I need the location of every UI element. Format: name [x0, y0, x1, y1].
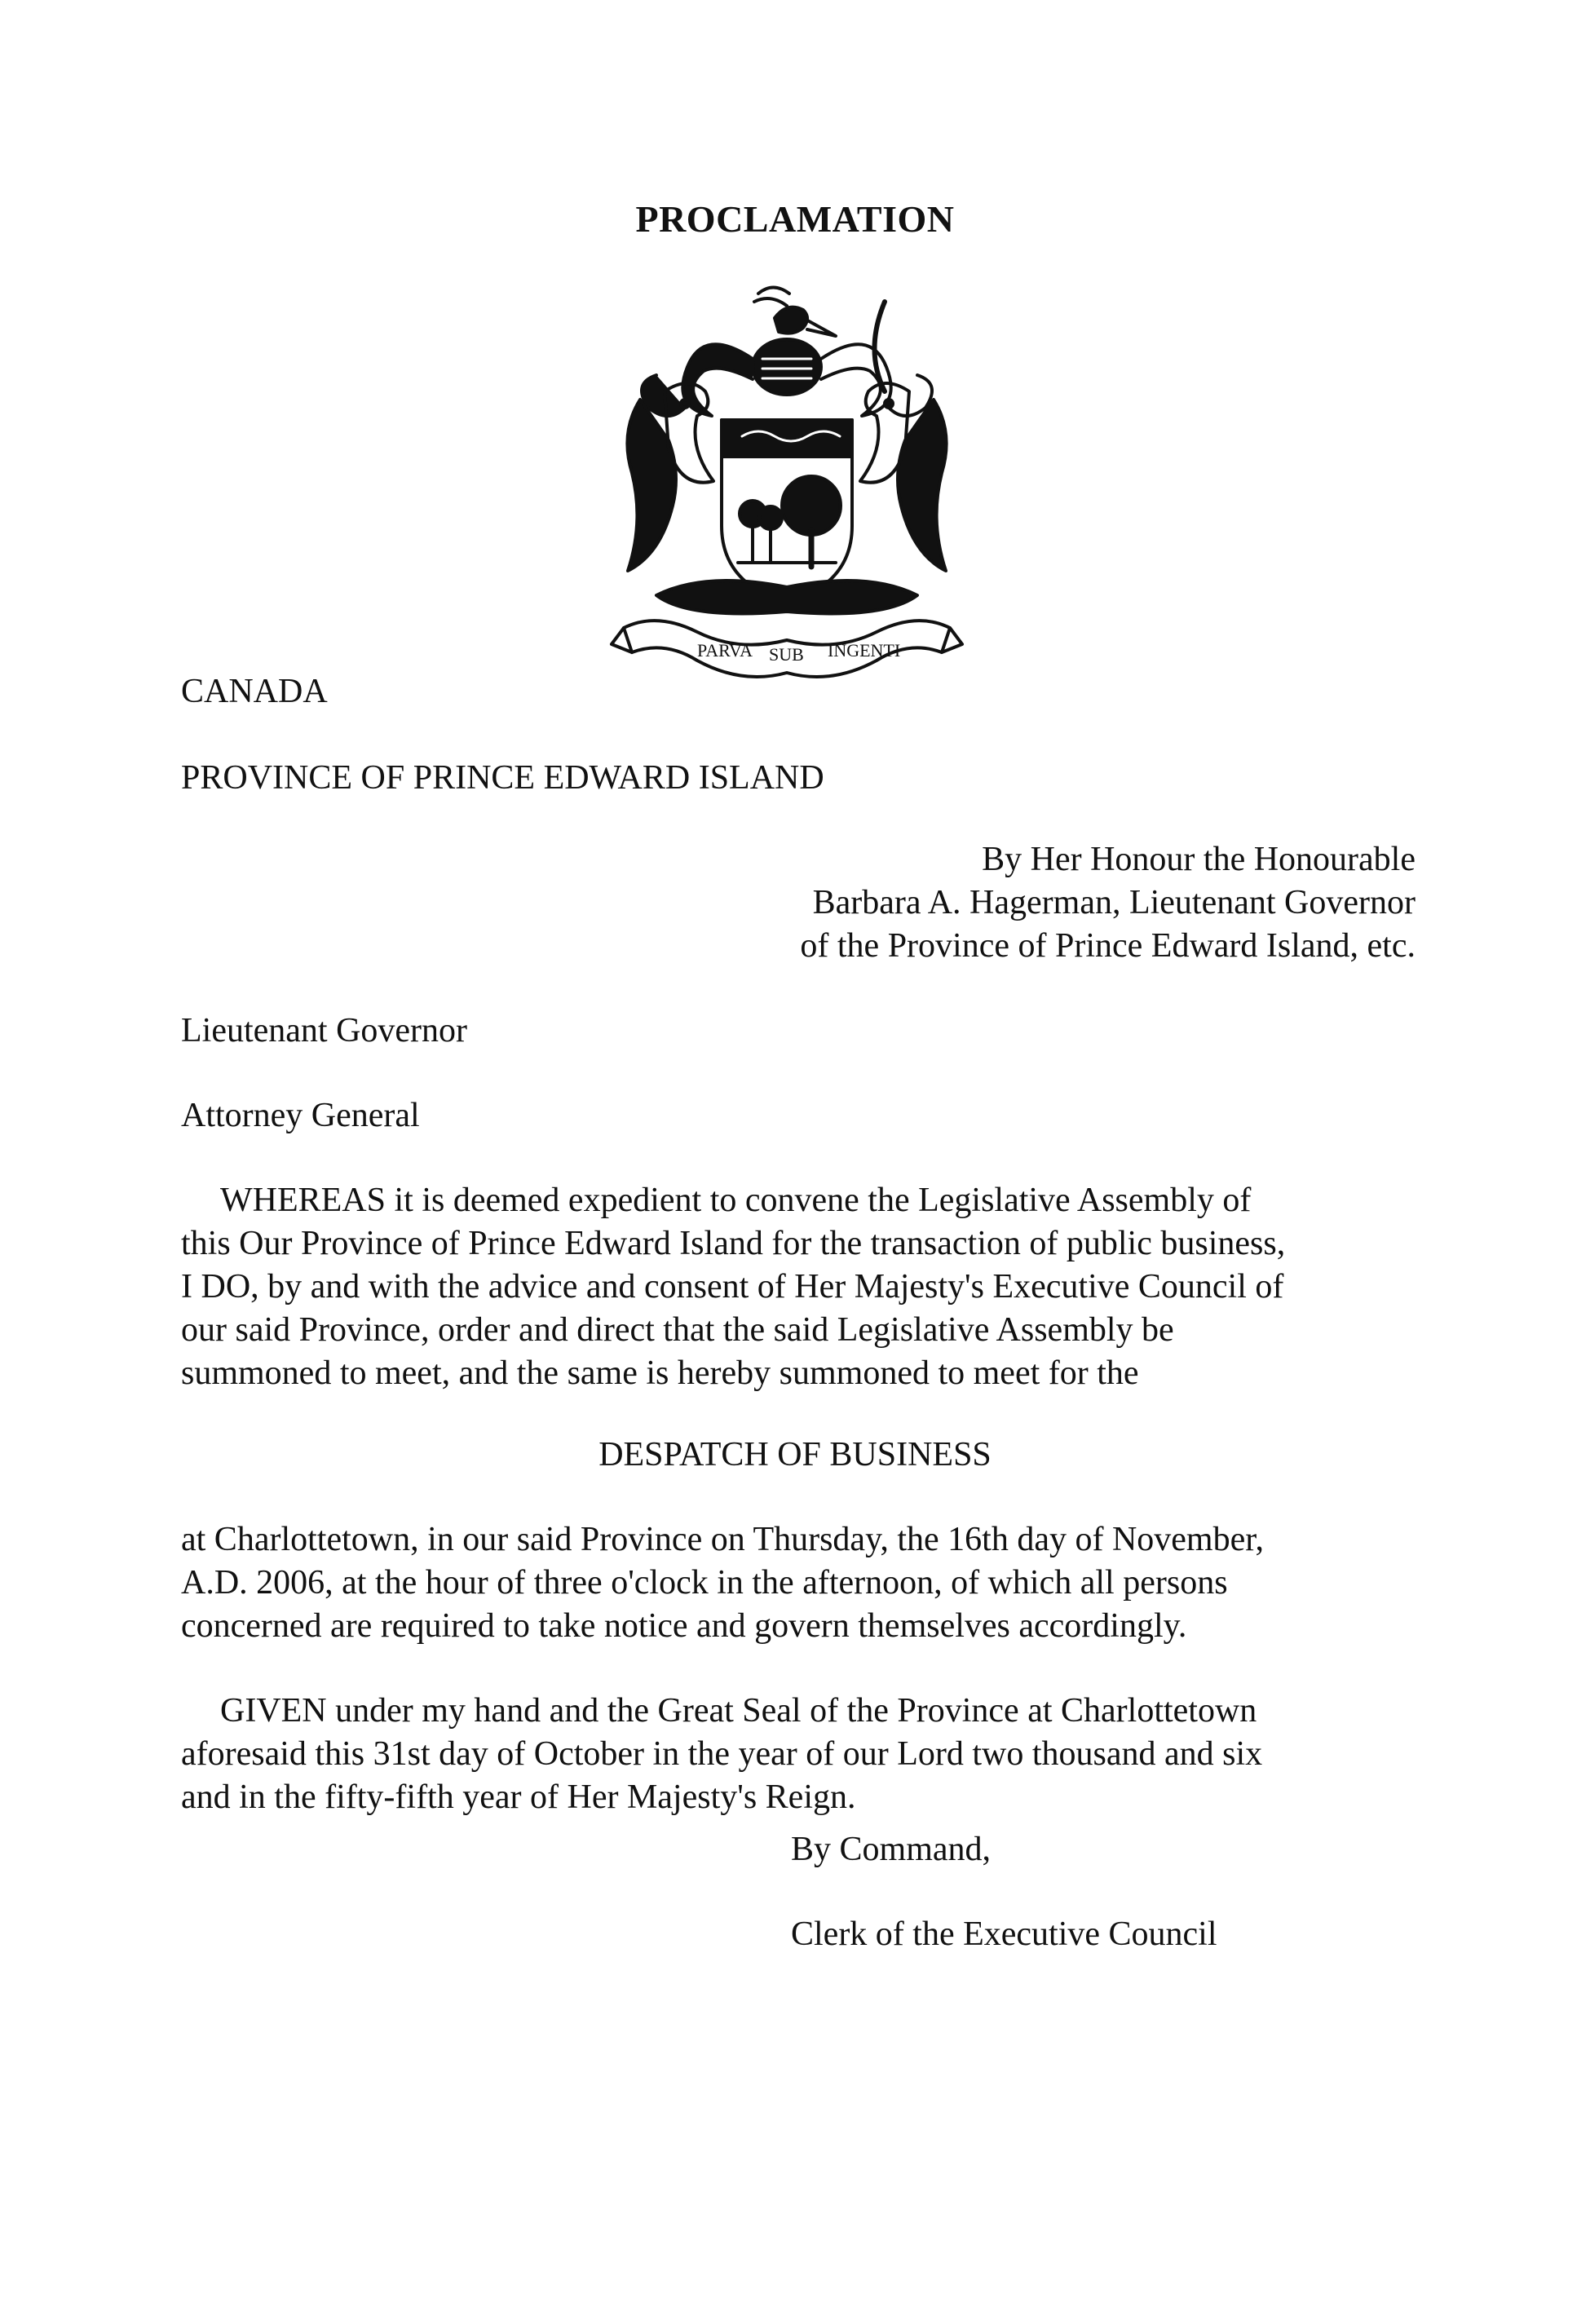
paragraph-line: summoned to meet, and the same is hereby summoned to meet for the — [181, 1354, 1139, 1392]
authority-line: of the Province of Prince Edward Island, etc. — [800, 927, 1416, 965]
paragraph-line: A.D. 2006, at the hour of three o'clock in the afternoon, of which all persons — [181, 1564, 1228, 1602]
lieutenant-governor-label: Lieutenant Governor — [181, 1012, 468, 1049]
coat-of-arms-icon — [607, 269, 966, 693]
given-paragraph — [181, 1690, 1420, 1819]
authority-line: Barbara A. Hagerman, Lieutenant Governor — [812, 884, 1416, 921]
paragraph-line: I DO, by and with the advice and consent of Her Majesty's Executive Council of — [181, 1268, 1284, 1306]
motto-word-1: PARVA — [697, 640, 753, 661]
despatch-heading: DESPATCH OF BUSINESS — [598, 1436, 992, 1473]
paragraph-line: this Our Province of Prince Edward Island for the transaction of public business, — [181, 1225, 1286, 1262]
paragraph-line: concerned are required to take notice and govern themselves accordingly. — [181, 1607, 1187, 1645]
clerk-label: Clerk of the Executive Council — [791, 1915, 1217, 1953]
paragraph-line: our said Province, order and direct that the said Legislative Assembly be — [181, 1311, 1174, 1349]
paragraph-line: at Charlottetown, in our said Province on Thursday, the 16th day of November, — [181, 1521, 1265, 1558]
paragraph-line: WHEREAS it is deemed expedient to convene the Legislative Assembly of — [220, 1182, 1252, 1219]
country-label: CANADA — [181, 673, 328, 710]
whereas-paragraph — [181, 1179, 1420, 1395]
authority-line: By Her Honour the Honourable — [982, 841, 1416, 878]
by-command-label: By Command, — [791, 1831, 992, 1868]
document-title: PROCLAMATION — [635, 198, 955, 240]
authority-block — [800, 838, 1416, 968]
motto-word-3: INGENTI — [828, 640, 901, 661]
province-label: PROVINCE OF PRINCE EDWARD ISLAND — [181, 759, 824, 797]
motto-word-2: SUB — [769, 644, 804, 665]
paragraph-line: and in the fifty-fifth year of Her Majesty's Reign. — [181, 1778, 856, 1816]
location-paragraph — [181, 1518, 1420, 1648]
paragraph-line: aforesaid this 31st day of October in the year of our Lord two thousand and six — [181, 1735, 1263, 1773]
paragraph-line: GIVEN under my hand and the Great Seal of the Province at Charlottetown — [220, 1692, 1257, 1730]
attorney-general-label: Attorney General — [181, 1097, 420, 1134]
